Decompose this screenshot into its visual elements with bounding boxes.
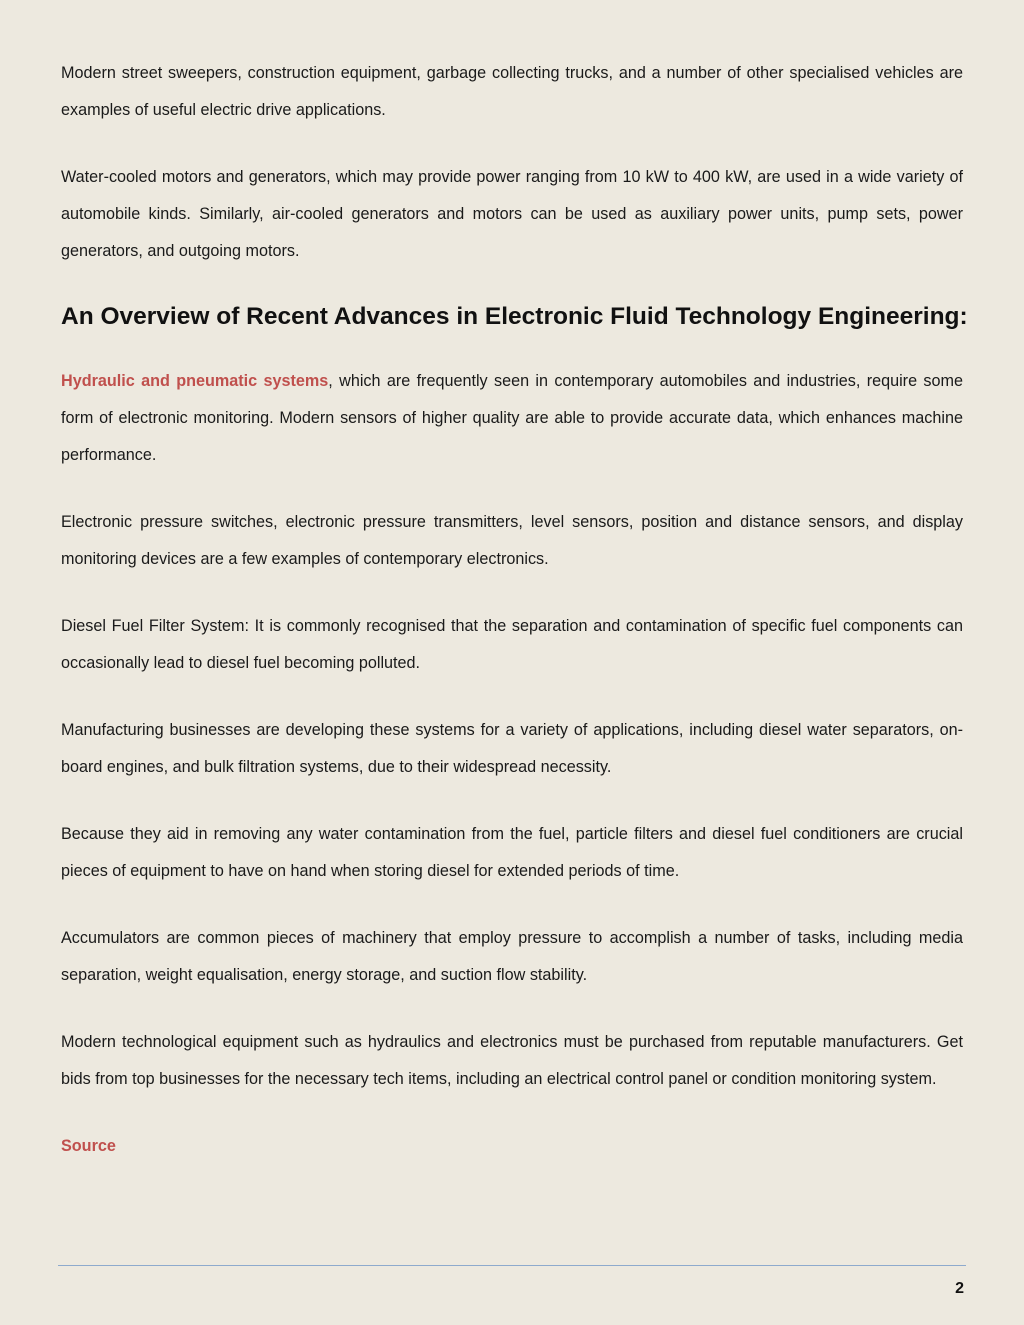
paragraph-water-cooled-motors: Water-cooled motors and generators, which may provide power ranging from 10 kW to 400 kW, are used in a wide variety of automobile kinds. Similarly, air-cooled generators and motors can be used as auxiliary power units, pump sets, power generators, and outgoing motors.: [61, 168, 963, 260]
paragraph-electronics-examples: Electronic pressure switches, electronic pressure transmitters, level sensors, position and distance sensors, and display monitoring devices are a few examples of contemporary electronics.: [61, 513, 963, 568]
hydraulic-pneumatic-link[interactable]: Hydraulic and pneumatic systems: [61, 372, 329, 390]
paragraph-hydraulic-text: , which are frequently seen in contemporary automobiles and industries, require some form of electronic monitoring. Modern sensors of higher quality are able to provide accurate data, which enhances machine performance.: [61, 372, 963, 464]
paragraph-manufacturing: Manufacturing businesses are developing these systems for a variety of applications, including diesel water separators, on-board engines, and bulk filtration systems, due to their widespread necessity.: [61, 721, 963, 776]
footer-divider: [58, 1265, 966, 1266]
section-heading: An Overview of Recent Advances in Electronic Fluid Technology Engineering:: [61, 303, 968, 330]
paragraph-accumulators: Accumulators are common pieces of machinery that employ pressure to accomplish a number of tasks, including media separation, weight equalisation, energy storage, and suction flow stability.: [61, 929, 963, 984]
source-link[interactable]: Source: [61, 1137, 116, 1155]
paragraph-hydraulic: [61, 363, 963, 474]
page-number: 2: [955, 1280, 964, 1297]
paragraph-diesel-filter: Diesel Fuel Filter System: It is commonly recognised that the separation and contamination of specific fuel components can occasionally lead to diesel fuel becoming polluted.: [61, 617, 963, 672]
paragraph-reputable-manufacturers: Modern technological equipment such as hydraulics and electronics must be purchased from reputable manufacturers. Get bids from top businesses for the necessary tech items, including an electrical control panel or condition monitoring system.: [61, 1033, 963, 1088]
document-body: [61, 55, 968, 1165]
paragraph-electric-drive: Modern street sweepers, construction equipment, garbage collecting trucks, and a number of other specialised vehicles are examples of useful electric drive applications.: [61, 64, 963, 119]
paragraph-particle-filters: Because they aid in removing any water contamination from the fuel, particle filters and diesel fuel conditioners are crucial pieces of equipment to have on hand when storing diesel for extended periods of time.: [61, 825, 963, 880]
